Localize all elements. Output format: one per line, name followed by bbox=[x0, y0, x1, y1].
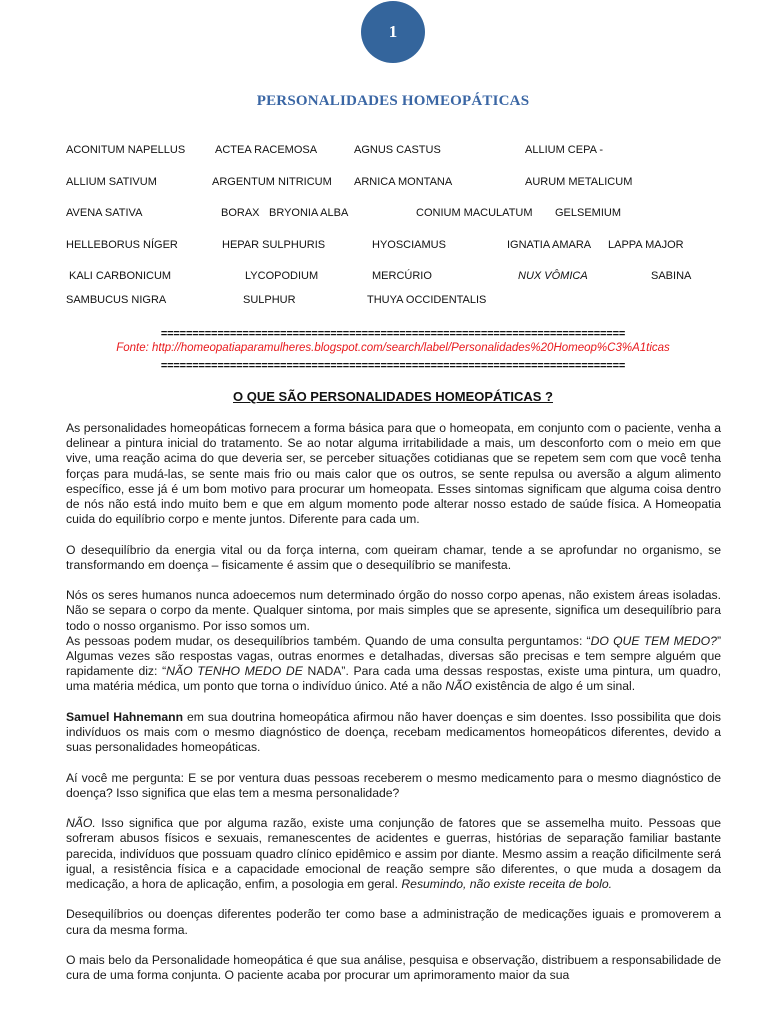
page-number: 1 bbox=[388, 22, 398, 41]
page-number-badge bbox=[361, 1, 425, 63]
paragraph: O desequilíbrio da energia vital ou da força interna, com queiram chamar, tende a se aprofundar no organismo, se transformando em doença – fisicamente é assim que o desequilíbrio se manifesta. bbox=[66, 542, 721, 572]
section-heading: O QUE SÃO PERSONALIDADES HOMEOPÁTICAS ? bbox=[233, 389, 553, 404]
remedy-item: ACONITUM NAPELLUS bbox=[66, 144, 186, 156]
remedy-item: LYCOPODIUM bbox=[245, 270, 319, 282]
separator-line: ========================================================================== bbox=[160, 328, 626, 340]
text-run: As pessoas podem mudar, os desequilíbrios também. Quando de uma consulta perguntamos: “ bbox=[66, 633, 591, 648]
body-text bbox=[66, 421, 721, 999]
text-run: ” Algumas vezes são respostas vagas, outras enormes e detalhadas, diversas são precisas e tem sempre alguém que rapidamente diz: “ bbox=[66, 633, 722, 679]
remedy-item: ALLIUM CEPA - bbox=[525, 144, 604, 156]
remedy-item: NUX VÔMICA bbox=[518, 270, 588, 282]
remedy-item: AURUM METALICUM bbox=[525, 176, 633, 188]
remedy-item: ARNICA MONTANA bbox=[354, 176, 453, 188]
paragraph: As personalidades homeopáticas fornecem a forma básica para que o homeopata, em conjunto com o paciente, venha a delinear a pintura inicial do tratamento. Se ao notar alguma irritabilidade a mais, um desconforto com o meio em que vive, uma reação acima do que deveria ser, se perceber situações cotidianas que se repetem sem com que você tenha forças para mudá-las, se sente mais frio ou mais calor que os outros, se sente repulsa ou aversão a algum alimento específico, esse já é um bom motivo para procurar um homeopata. Esses sintomas significam que alguma coisa dentro de nós não está indo muito bem e que em algum momento pode alterar nosso estado de saúde física. A Homeopatia cuida do equilíbrio corpo e mente juntos. Diferente para cada um. bbox=[66, 421, 721, 527]
separator-line: ========================================================================== bbox=[160, 360, 626, 372]
remedy-item: IGNATIA AMARA bbox=[507, 239, 592, 251]
remedy-item: AGNUS CASTUS bbox=[354, 144, 441, 156]
paragraph: Desequilíbrios ou doenças diferentes poderão ter como base a administração de medicações iguais e promoverem a cura da mesma forma. bbox=[66, 907, 721, 937]
remedy-item: SABINA bbox=[651, 270, 692, 282]
remedy-item: CONIUM MACULATUM bbox=[416, 207, 533, 219]
remedy-item: SULPHUR bbox=[243, 294, 296, 306]
text-run: em sua doutrina homeopática afirmou não haver doenças e sim doentes. Isso possibilita que dois indivíduos os mais com o mesmo diagnóstico de doença, recebam medicamentos homeopáticos diferentes, devido a suas personalidades homeopáticas. bbox=[66, 709, 721, 755]
remedy-item: HEPAR SULPHURIS bbox=[222, 239, 326, 251]
text-run: NADA”. Para cada uma dessas respostas, existe uma pintura, um quadro, uma matéria médica, um ponto que torna o indivíduo único. Até a não bbox=[66, 664, 721, 694]
italic-text: NÃO bbox=[445, 679, 472, 694]
text-run: existência de algo é um sinal. bbox=[471, 679, 636, 694]
text-run: Isso significa que por alguma razão, existe uma conjunção de fatores que se assemelha muito. Pessoas que sofreram abusos físicos e sexuais, remanescentes de acidentes e guerras, histórias de separação familiar bastante parecida, indivíduos que possuam quadro clínico epidêmico e assim por diante. Mesmo assim a reação dificilmente será igual, a resistência física e a capacidade emocional de reação sempre são diferentes, o que muda a dosagem da medicação, a hora de aplicação, enfim, a posologia em geral. bbox=[66, 816, 721, 892]
remedy-item: BORAX bbox=[221, 207, 260, 219]
remedy-item: HELLEBORUS NÍGER bbox=[66, 239, 178, 251]
remedy-item: MERCÚRIO bbox=[372, 270, 432, 282]
remedy-item: ACTEA RACEMOSA bbox=[215, 144, 318, 156]
remedy-item: KALI CARBONICUM bbox=[69, 270, 172, 282]
paragraph bbox=[66, 634, 721, 695]
remedy-item: BRYONIA ALBA bbox=[269, 207, 349, 219]
paragraph bbox=[66, 816, 721, 892]
italic-text: Resumindo, não existe receita de bolo. bbox=[401, 877, 613, 892]
paragraph: Nós os seres humanos nunca adoecemos num determinado órgão do nosso corpo apenas, não existem áreas isoladas. Não se separa o corpo da mente. Qualquer sintoma, por mais simples que se apresente, significa um desequilíbrio para todo o nosso organismo. Por isso somos um. bbox=[66, 588, 721, 633]
remedy-item: ARGENTUM NITRICUM bbox=[212, 176, 332, 188]
document-title: PERSONALIDADES HOMEOPÁTICAS bbox=[256, 93, 530, 109]
italic-text: NÃO. bbox=[66, 816, 96, 831]
bold-name: Samuel Hahnemann bbox=[66, 709, 184, 724]
remedy-item: GELSEMIUM bbox=[555, 207, 622, 219]
paragraph: O mais belo da Personalidade homeopática é que sua análise, pesquisa e observação, distribuem a responsabilidade de cura de uma forma conjunta. O paciente acaba por procurar um aprimoramento maior da sua bbox=[66, 953, 721, 983]
source-link[interactable]: Fonte: http://homeopatiaparamulheres.blogspot.com/search/label/Personalidades%20Homeop%C3%A1ticas bbox=[116, 342, 670, 354]
remedy-item: LAPPA MAJOR bbox=[608, 239, 684, 251]
italic-text: DO QUE TEM MEDO? bbox=[590, 633, 717, 648]
remedy-item: SAMBUCUS NIGRA bbox=[66, 294, 167, 306]
paragraph: Aí você me pergunta: E se por ventura duas pessoas receberem o mesmo medicamento para o mesmo diagnóstico de doença? Isso significa que elas tem a mesma personalidade? bbox=[66, 770, 721, 800]
italic-text: NÃO TENHO MEDO DE bbox=[166, 664, 303, 679]
remedy-item: ALLIUM SATIVUM bbox=[66, 176, 157, 188]
remedy-item: HYOSCIAMUS bbox=[372, 239, 446, 251]
remedy-item: THUYA OCCIDENTALIS bbox=[367, 294, 487, 306]
paragraph bbox=[66, 710, 721, 756]
remedy-item: AVENA SATIVA bbox=[66, 207, 143, 219]
